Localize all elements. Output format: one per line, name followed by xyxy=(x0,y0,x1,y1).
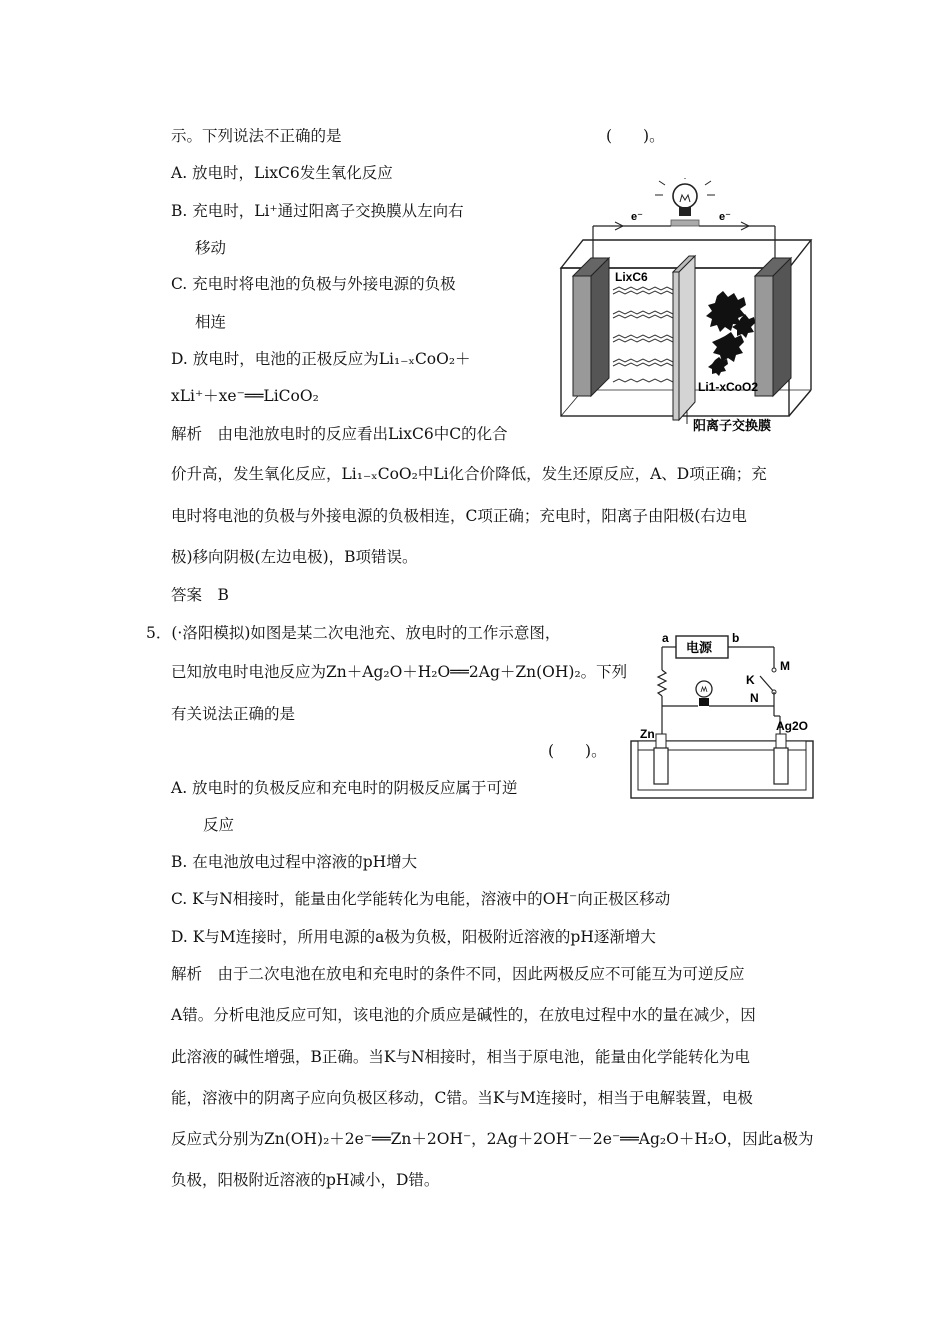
zn-electrode xyxy=(654,748,668,784)
anode-material-label: LixC6 xyxy=(615,270,648,284)
q5-analysis-line-4: 能，溶液中的阴离子应向负极区移动，C错。当K与M连接时，相当于电解装置，电极 xyxy=(171,1089,753,1107)
q5-option-d: D. K与M连接时，所用电源的a极为负极，阳极附近溶液的pH逐渐增大 xyxy=(171,928,656,946)
q4-stem-tail: 示。下列说法不正确的是 xyxy=(171,127,342,145)
membrane-label: 阳离子交换膜 xyxy=(693,419,772,434)
anode-electrode xyxy=(573,258,609,396)
terminal-a-label: a xyxy=(662,631,669,645)
switch-m-label: M xyxy=(780,659,790,673)
electrode-ag2o-label: Ag2O xyxy=(776,719,809,733)
cation-exchange-membrane xyxy=(673,256,695,420)
q4-answer: 答案 B xyxy=(171,586,229,604)
terminal-b-label: b xyxy=(732,631,740,645)
q4-option-c: C. 充电时将电池的负极与外接电源的负极 xyxy=(171,275,456,293)
switch-k xyxy=(760,676,774,692)
q5-analysis-line-1: 解析 由于二次电池在放电和充电时的条件不同，因此两极反应不可能互为可逆反应 xyxy=(171,965,745,983)
light-bulb-icon xyxy=(655,178,715,216)
q5-option-a: A. 放电时的负极反应和充电时的阴极反应属于可逆 xyxy=(171,779,518,797)
q4-analysis-line-4: 极)移向阴极(左边电极)，B项错误。 xyxy=(171,548,418,566)
q5-analysis-line-3: 此溶液的碱性增强，B正确。当K与N相接时，相当于原电池，能量由化学能转化为电 xyxy=(171,1048,751,1066)
q5-analysis-line-2: A错。分析电池反应可知，该电池的介质应是碱性的，在放电过程中水的量在减少，因 xyxy=(171,1006,756,1024)
q4-option-b: B. 充电时，Li⁺通过阳离子交换膜从左向右 xyxy=(171,202,464,220)
bulb-icon xyxy=(696,681,712,697)
q5-option-c: C. K与N相接时，能量由化学能转化为电能，溶液中的OH⁻向正极区移动 xyxy=(171,890,671,908)
cobalt-oxide-cluster xyxy=(706,291,755,376)
q5-stem-line-1: 5．(·洛阳模拟)如图是某二次电池充、放电时的工作示意图， xyxy=(146,624,561,642)
q4-option-b-cont: 移动 xyxy=(195,239,227,257)
q5-analysis-line-5: 反应式分别为Zn(OH)₂＋2e⁻══Zn＋2OH⁻，2Ag＋2OH⁻－2e⁻══Ag₂O＋H₂O，因此a极为 xyxy=(171,1130,814,1148)
q4-option-a: A. 放电时，LixC6发生氧化反应 xyxy=(171,164,393,182)
ag2o-electrode xyxy=(774,748,788,784)
resistor-icon xyxy=(658,670,666,696)
q5-option-b: B. 在电池放电过程中溶液的pH增大 xyxy=(171,853,418,871)
q5-analysis-line-6: 负极，阳极附近溶液的pH减小，D错。 xyxy=(171,1171,440,1189)
q4-option-d: D. 放电时，电池的正极反应为Li₁₋ₓCoO₂＋ xyxy=(171,350,471,368)
electrode-zn-label: Zn xyxy=(640,727,655,741)
secondary-battery-figure xyxy=(628,626,818,802)
cathode-electrode xyxy=(755,258,791,396)
q4-option-d-cont: xLi⁺＋xe⁻══LiCoO₂ xyxy=(171,387,319,405)
q4-analysis-line-3: 电时将电池的负极与外接电源的负极相连，C项正确；充电时，阳离子由阳极(右边电 xyxy=(171,507,747,525)
q4-option-c-cont: 相连 xyxy=(195,313,227,331)
q5-option-a-cont: 反应 xyxy=(203,816,235,834)
lithium-battery-figure xyxy=(555,178,815,440)
q5-stem-line-2: 已知放电时电池反应为Zn＋Ag₂O＋H₂O══2Ag＋Zn(OH)₂。下列 xyxy=(171,663,628,681)
switch-k-label: K xyxy=(746,673,755,687)
power-supply-label: 电源 xyxy=(686,641,713,656)
q4-analysis-line-2: 价升高，发生氧化反应，Li₁₋ₓCoO₂中Li化合价降低，发生还原反应，A、D项正确；充 xyxy=(171,465,767,483)
cathode-material-label: Li1-xCoO2 xyxy=(698,380,759,394)
electron-label-right: e⁻ xyxy=(719,211,731,223)
q5-stem-line-3: 有关说法正确的是 xyxy=(171,705,296,723)
electron-label-left: e⁻ xyxy=(631,211,643,223)
graphite-layers xyxy=(613,287,673,382)
q5-answer-blank: ( )。 xyxy=(548,742,607,760)
q4-answer-blank: ( )。 xyxy=(606,127,665,145)
q4-analysis-line-1: 解析 由电池放电时的反应看出LixC6中C的化合 xyxy=(171,425,508,443)
switch-n-label: N xyxy=(750,691,759,705)
